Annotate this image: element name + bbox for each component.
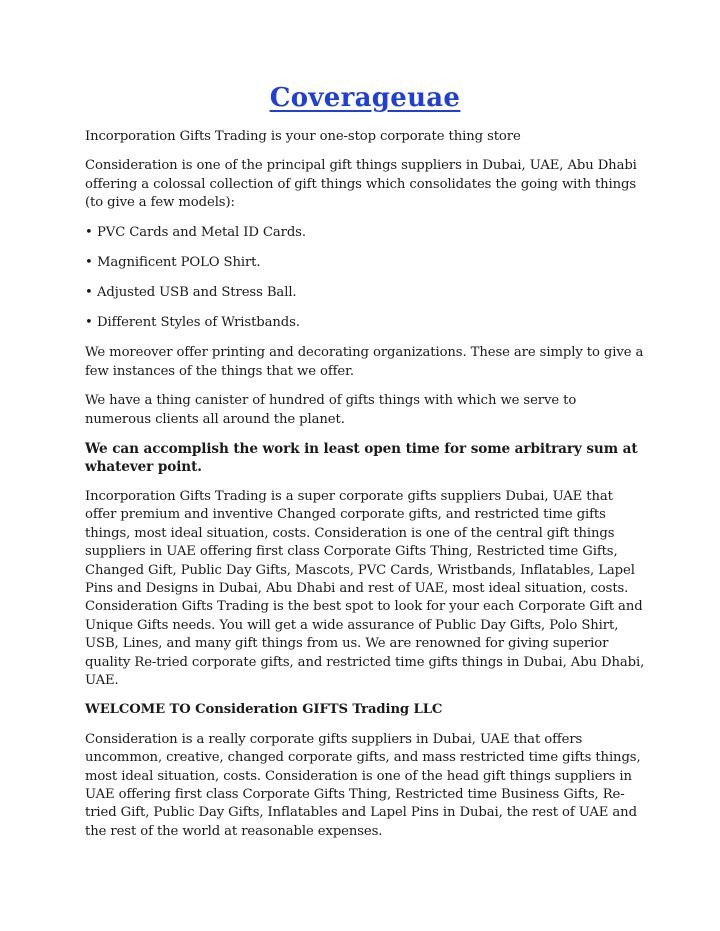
product-list — [85, 224, 645, 333]
list-item — [85, 314, 645, 332]
page-title[interactable] — [85, 80, 645, 116]
super-gifts-paragraph: Incorporation Gifts Trading is a super corporate gifts suppliers Dubai, UAE that offer premium and inventive Changed corporate gifts, and restricted time gifts things, most ideal situation, costs. Consideration is one of the central gift things suppliers in UAE offering first class Corporate Gifts Thing, Restricted time Gifts, Changed Gift, Public Day Gifts, Mascots, PVC Cards, Wristbands, Inflatables, Lapel Pins and Designs in Dubai, Abu Dhabi and rest of UAE, most ideal situation, costs. Consideration Gifts Trading is the best spot to look for your each Corporate Gift and Unique Gifts needs. You will get a wide assurance of Public Day Gifts, Polo Shirt, USB, Lines, and many gift things from us. We are renowned for giving superior quality Re-tried corporate gifts, and restricted time gifts things in Dubai, Abu Dhabi, UAE. — [85, 488, 645, 688]
bullet-icon: • — [85, 285, 93, 301]
list-item — [85, 284, 645, 302]
canister-paragraph: We have a thing canister of hundred of gifts things with which we serve to numerous clients all around the planet. — [85, 393, 577, 427]
welcome-paragraph: Consideration is a really corporate gifts suppliers in Dubai, UAE that offers uncommon, creative, changed corporate gifts, and mass restricted time gifts things, most ideal situation, costs. Consideration is one of the head gift things suppliers in UAE offering first class Corporate Gifts Thing, Restricted time Business Gifts, Re-tried Gift, Public Day Gifts, Inflatables and Lapel Pins in Dubai, the rest of UAE and the rest of the world at reasonable expenses. — [85, 731, 641, 839]
document-body — [85, 80, 645, 852]
list-item-text: Magnificent POLO Shirt. — [97, 254, 261, 270]
welcome-heading: WELCOME TO Consideration GIFTS Trading LLC — [85, 702, 443, 718]
list-item-text: Different Styles of Wristbands. — [97, 315, 300, 331]
title-link[interactable]: Coverageuae — [269, 83, 461, 113]
intro-paragraph: Consideration is one of the principal gift things suppliers in Dubai, UAE, Abu Dhabi offering a colossal collection of gift things which consolidates the going with things (to give a few models): — [85, 158, 637, 211]
list-item-text: PVC Cards and Metal ID Cards. — [97, 224, 306, 240]
bullet-icon: • — [85, 224, 93, 240]
list-item — [85, 224, 645, 242]
tagline: Incorporation Gifts Trading is your one-stop corporate thing store — [85, 129, 521, 144]
list-item-text: Adjusted USB and Stress Ball. — [97, 285, 297, 301]
printing-paragraph: We moreover offer printing and decorating organizations. These are simply to give a few instances of the things that we offer. — [85, 345, 644, 379]
bold-statement: We can accomplish the work in least open time for some arbitrary sum at whatever point. — [85, 441, 638, 476]
bullet-icon: • — [85, 254, 93, 270]
list-item — [85, 254, 645, 272]
bullet-icon: • — [85, 315, 93, 331]
